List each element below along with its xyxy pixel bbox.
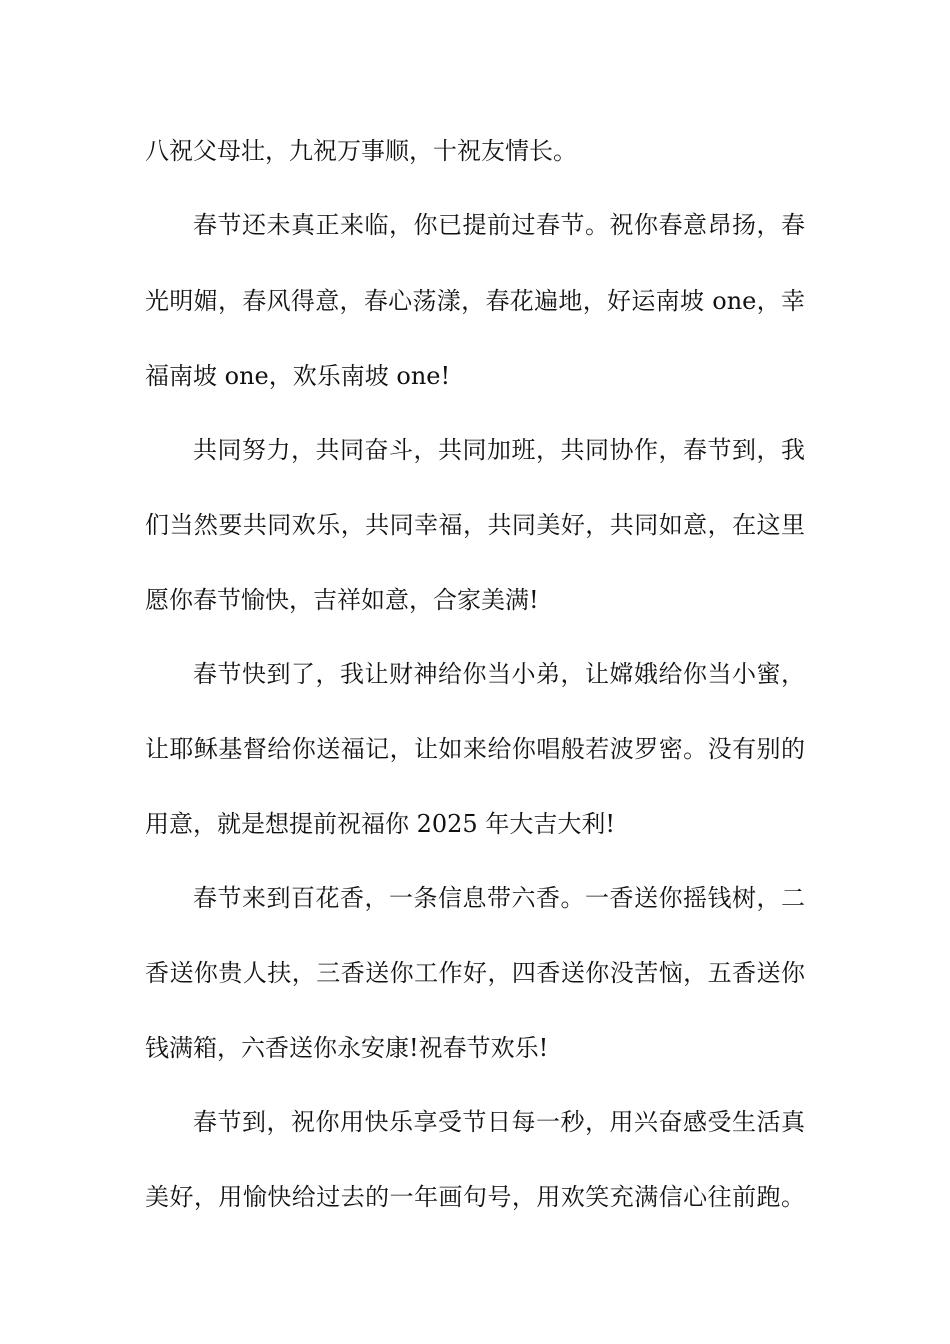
paragraph-line: 八祝父母壮，九祝万事顺，十祝友情长。: [145, 137, 577, 165]
paragraph-line: 福南坡 one，欢乐南坡 one!: [145, 362, 451, 390]
paragraph-line: 春节快到了，我让财神给你当小弟，让嫦娥给你当小蜜，: [193, 660, 805, 688]
paragraph-line: 共同努力，共同奋斗，共同加班，共同协作，春节到，我: [193, 436, 805, 464]
paragraph-line: 愿你春节愉快，吉祥如意，合家美满!: [145, 586, 539, 614]
paragraph-line: 春节来到百花香，一条信息带六香。一香送你摇钱树，二: [193, 884, 805, 912]
paragraph-line: 们当然要共同欢乐，共同幸福，共同美好，共同如意，在这里: [145, 511, 805, 539]
paragraph-line: 春节还未真正来临，你已提前过春节。祝你春意昂扬，春: [193, 211, 805, 239]
paragraph-line: 春节到，祝你用快乐享受节日每一秒，用兴奋感受生活真: [193, 1108, 805, 1136]
paragraph-line: 美好，用愉快给过去的一年画句号，用欢笑充满信心往前跑。: [145, 1183, 805, 1211]
paragraph-line: 香送你贵人扶，三香送你工作好，四香送你没苦恼，五香送你: [145, 959, 805, 987]
paragraph-line: 让耶稣基督给你送福记，让如来给你唱般若波罗密。没有别的: [145, 735, 805, 763]
paragraph-line: 光明媚，春风得意，春心荡漾，春花遍地，好运南坡 one，幸: [145, 287, 805, 315]
paragraph-line: 用意，就是想提前祝福你 2025 年大吉大利!: [145, 810, 615, 838]
paragraph-line: 钱满箱，六香送你永安康!祝春节欢乐!: [145, 1034, 549, 1062]
